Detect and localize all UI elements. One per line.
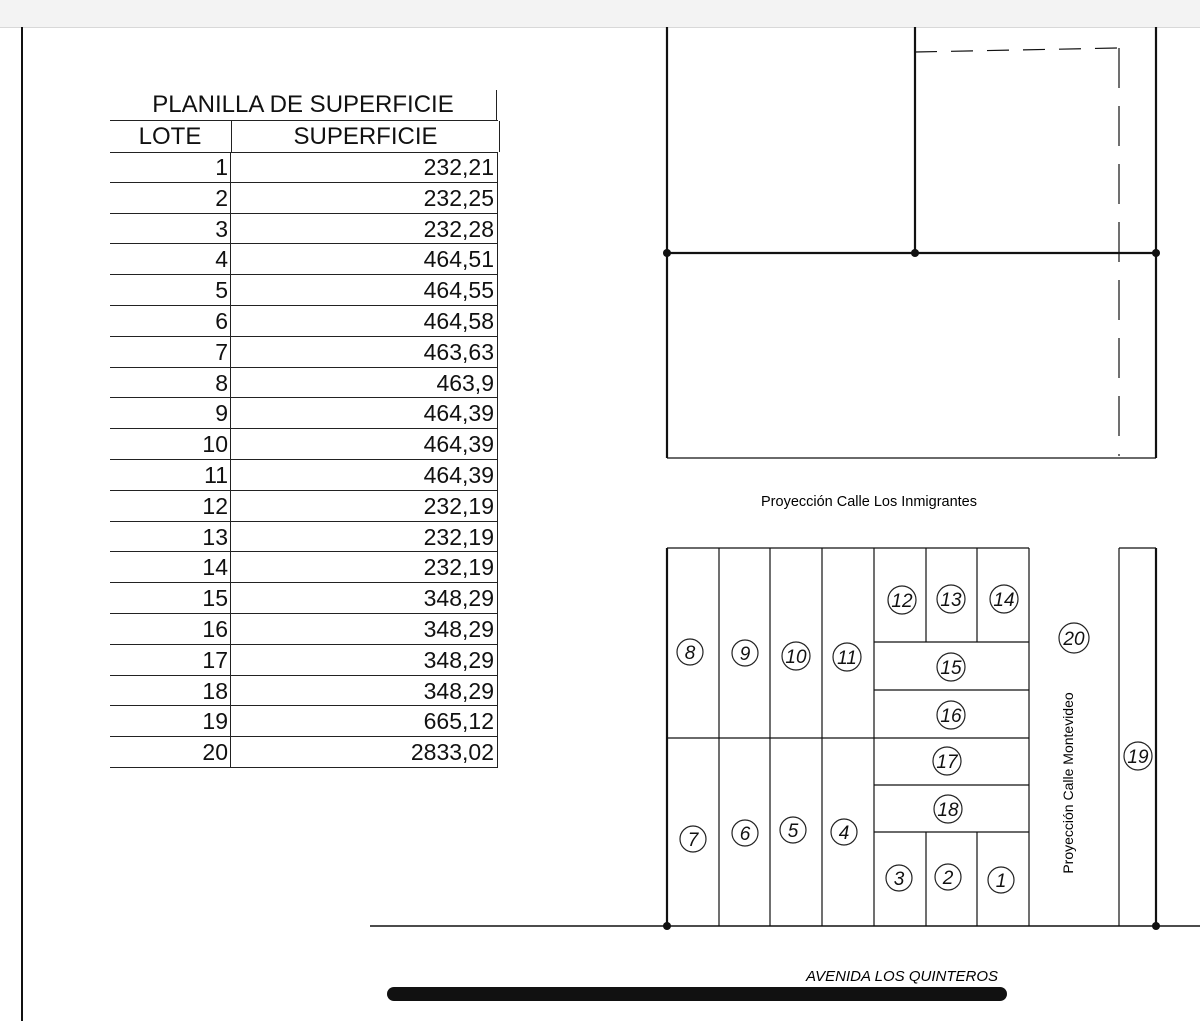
lot-number-9	[732, 640, 758, 666]
cell-superficie: 232,21	[230, 152, 498, 182]
cell-superficie: 665,12	[230, 706, 498, 736]
cell-lote: 13	[202, 523, 228, 550]
svg-text:13: 13	[940, 590, 962, 611]
lot-number-5	[780, 817, 806, 843]
svg-text:3: 3	[893, 869, 905, 890]
lot-number-18	[934, 795, 962, 823]
cell-lote: 17	[202, 646, 228, 673]
lot-number-6	[732, 820, 758, 846]
street-label-avenida: AVENIDA LOS QUINTEROS	[806, 968, 998, 985]
cell-superficie: 463,9	[230, 368, 498, 398]
cell-superficie: 348,29	[230, 614, 498, 644]
svg-text:15: 15	[940, 658, 962, 679]
cell-superficie: 348,29	[230, 676, 498, 706]
cell-lote: 16	[202, 615, 228, 642]
lot-number-3	[886, 865, 912, 891]
svg-text:12: 12	[891, 591, 913, 612]
cell-superficie: 464,51	[230, 244, 498, 274]
lot-number-10	[782, 642, 810, 670]
lot-number-19	[1124, 742, 1152, 770]
table-title: PLANILLA DE SUPERFICIE	[110, 90, 497, 120]
lot-number-4	[831, 819, 857, 845]
horizontal-scrollbar[interactable]	[387, 987, 1007, 1001]
cell-lote: 4	[215, 246, 228, 273]
lot-number-2	[935, 864, 961, 890]
cell-lote: 7	[215, 338, 228, 365]
cell-lote: 18	[202, 677, 228, 704]
svg-text:6: 6	[739, 824, 751, 845]
cell-lote: 9	[215, 400, 228, 427]
cell-lote: 6	[215, 307, 228, 334]
cell-lote: 5	[215, 277, 228, 304]
svg-text:14: 14	[993, 590, 1015, 611]
svg-text:17: 17	[936, 752, 958, 773]
cell-superficie: 464,55	[230, 275, 498, 305]
cell-lote: 11	[204, 461, 228, 488]
cell-superficie: 348,29	[230, 645, 498, 675]
street-label-inmigrantes: Proyección Calle Los Inmigrantes	[761, 494, 977, 510]
lot-number-15	[937, 653, 965, 681]
cell-lote: 20	[202, 739, 228, 766]
cell-superficie: 464,58	[230, 306, 498, 336]
lot-number-7	[680, 826, 706, 852]
lot-number-8	[677, 639, 703, 665]
svg-text:10: 10	[785, 647, 807, 668]
lot-number-1	[988, 867, 1014, 893]
svg-text:18: 18	[937, 800, 959, 821]
svg-text:19: 19	[1127, 747, 1149, 768]
cell-lote: 8	[215, 369, 228, 396]
node	[911, 249, 919, 257]
dashed-line-top	[915, 48, 1118, 52]
node	[1152, 922, 1160, 930]
cell-lote: 1	[215, 154, 228, 180]
lot-number-17	[933, 747, 961, 775]
svg-text:16: 16	[940, 706, 962, 727]
svg-text:20: 20	[1063, 629, 1085, 650]
cell-superficie: 2833,02	[230, 737, 498, 767]
cell-superficie: 463,63	[230, 337, 498, 367]
lot-number-13	[937, 585, 965, 613]
cell-lote: 12	[202, 492, 228, 519]
node	[1152, 249, 1160, 257]
node	[663, 249, 671, 257]
svg-text:8: 8	[684, 643, 696, 664]
cell-lote: 2	[215, 184, 228, 211]
cell-superficie: 232,28	[230, 214, 498, 244]
svg-text:4: 4	[838, 823, 850, 844]
header-lote: LOTE	[138, 123, 202, 150]
cell-lote: 3	[215, 215, 228, 242]
svg-text:7: 7	[687, 830, 699, 851]
svg-text:1: 1	[995, 871, 1007, 892]
cell-superficie: 464,39	[230, 398, 498, 428]
cell-superficie: 232,19	[230, 522, 498, 552]
cell-superficie: 232,19	[230, 552, 498, 582]
svg-text:2: 2	[942, 868, 954, 889]
street-label-montevideo: Proyección Calle Montevideo	[1060, 692, 1076, 874]
cell-lote: 10	[202, 431, 228, 458]
cell-lote: 19	[202, 708, 228, 735]
svg-text:9: 9	[739, 644, 751, 665]
lot-number-16	[937, 701, 965, 729]
svg-text:5: 5	[787, 821, 799, 842]
svg-text:11: 11	[837, 648, 857, 669]
cell-superficie: 232,25	[230, 183, 498, 213]
lot-number-20	[1059, 623, 1089, 653]
lot-number-12	[888, 586, 916, 614]
header-superficie: SUPERFICIE	[231, 121, 500, 152]
cell-superficie: 348,29	[230, 583, 498, 613]
lot-number-14	[990, 585, 1018, 613]
cell-superficie: 232,19	[230, 491, 498, 521]
cell-superficie: 464,39	[230, 460, 498, 490]
cell-lote: 15	[202, 585, 228, 612]
lot-number-11	[833, 643, 861, 671]
cell-superficie: 464,39	[230, 429, 498, 459]
cell-lote: 14	[202, 554, 228, 581]
node	[663, 922, 671, 930]
